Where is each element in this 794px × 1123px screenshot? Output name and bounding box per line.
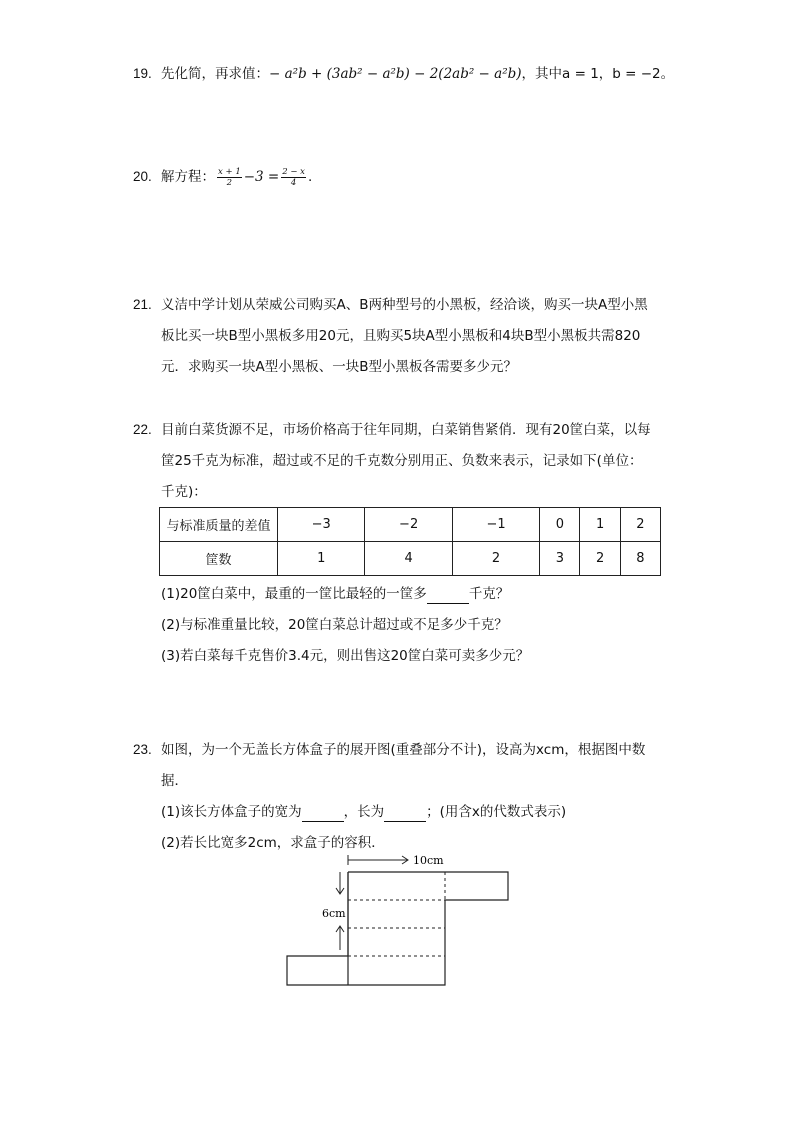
row-header: 与标准质量的差值 (160, 508, 278, 542)
q20-middle: −3 = (243, 169, 280, 185)
question-number: 20. (133, 169, 152, 184)
table-row (160, 542, 661, 576)
table-row (160, 508, 661, 542)
q23-subquestion-2: (2)若长比宽多2cm，求盒子的容积． (161, 835, 385, 851)
table-cell: −3 (278, 508, 365, 542)
row-header: 筐数 (160, 542, 278, 576)
q23-subquestion-1 (161, 802, 566, 822)
dimension-arrow-top (348, 855, 408, 865)
weight-difference-table (159, 507, 661, 576)
fraction-2 (281, 167, 306, 188)
fraction-numerator: 2 − x (282, 166, 305, 177)
table-cell: 1 (278, 542, 365, 576)
question-23-line1 (133, 740, 645, 760)
q22-subquestion-3: (3)若白菜每千克售价3.4元，则出售这20筐白菜可卖多少元？ (161, 648, 530, 664)
table-cell: 8 (620, 542, 660, 576)
q22-text-line: 目前白菜货源不足，市场价格高于往年同期，白菜销售紧俏．现有20筐白菜，以每 (161, 422, 651, 438)
question-22-line1 (133, 420, 651, 440)
table-cell: 3 (540, 542, 580, 576)
fraction-1 (217, 167, 242, 188)
q20-suffix: . (307, 169, 313, 185)
table-cell: −1 (452, 508, 539, 542)
table-cell: 2 (580, 542, 620, 576)
question-20 (133, 164, 312, 190)
q21-text-line: 元．求购买一块A型小黑板、一块B型小黑板各需要多少元？ (161, 359, 517, 375)
table-cell: 1 (580, 508, 620, 542)
question-19 (133, 64, 674, 84)
q23-text-line: 如图，为一个无盖长方体盒子的展开图(重叠部分不计)，设高为xcm，根据图中数 (161, 742, 646, 758)
q19-expression: − a²b + (3ab² − a²b) − 2(2ab² − a²b) (269, 66, 522, 82)
subquestion-text: ；(用含x的代数式表示) (426, 804, 567, 820)
box-net-diagram (280, 852, 520, 992)
label-10cm: 10cm (413, 854, 444, 867)
fraction-denominator: 2 (226, 177, 233, 188)
table-cell: 4 (365, 542, 452, 576)
q22-text-line: 筐25千克为标准，超过或不足的千克数分别用正、负数来表示，记录如下(单位： (161, 453, 643, 469)
subquestion-text: 千克？ (468, 586, 510, 602)
q19-prefix: 先化简，再求值： (161, 66, 269, 82)
answer-blank (384, 807, 426, 822)
table-cell: 2 (452, 542, 539, 576)
q22-text-line: 千克)： (161, 484, 207, 500)
label-6cm: 6cm (322, 907, 346, 920)
fraction-denominator: 4 (290, 177, 297, 188)
answer-blank (427, 589, 469, 604)
question-number: 23. (133, 742, 152, 757)
subquestion-text: (1)20筐白菜中，最重的一筐比最轻的一筐多 (161, 586, 427, 602)
table-cell: 2 (620, 508, 660, 542)
q23-text-line: 据． (161, 773, 188, 789)
q19-suffix: ，其中a = 1，b = −2。 (521, 66, 675, 82)
question-21-line1 (133, 295, 648, 315)
question-number: 19. (133, 66, 152, 81)
question-number: 22. (133, 422, 152, 437)
subquestion-text: (1)该长方体盒子的宽为 (161, 804, 302, 820)
question-number: 21. (133, 297, 152, 312)
table-cell: −2 (365, 508, 452, 542)
fraction-numerator: x + 1 (218, 166, 241, 177)
q21-text-line: 义洁中学计划从荣威公司购买A、B两种型号的小黑板，经洽谈，购买一块A型小黑 (161, 297, 648, 313)
answer-blank (302, 807, 344, 822)
q20-prefix: 解方程： (161, 169, 215, 185)
q21-text-line: 板比买一块B型小黑板多用20元，且购买5块A型小黑板和4块B型小黑板共需820 (161, 328, 641, 344)
q22-subquestion-1 (161, 584, 509, 604)
subquestion-text: ，长为 (343, 804, 385, 820)
q22-subquestion-2: (2)与标准重量比较，20筐白菜总计超过或不足多少千克？ (161, 617, 508, 633)
table-cell: 0 (540, 508, 580, 542)
